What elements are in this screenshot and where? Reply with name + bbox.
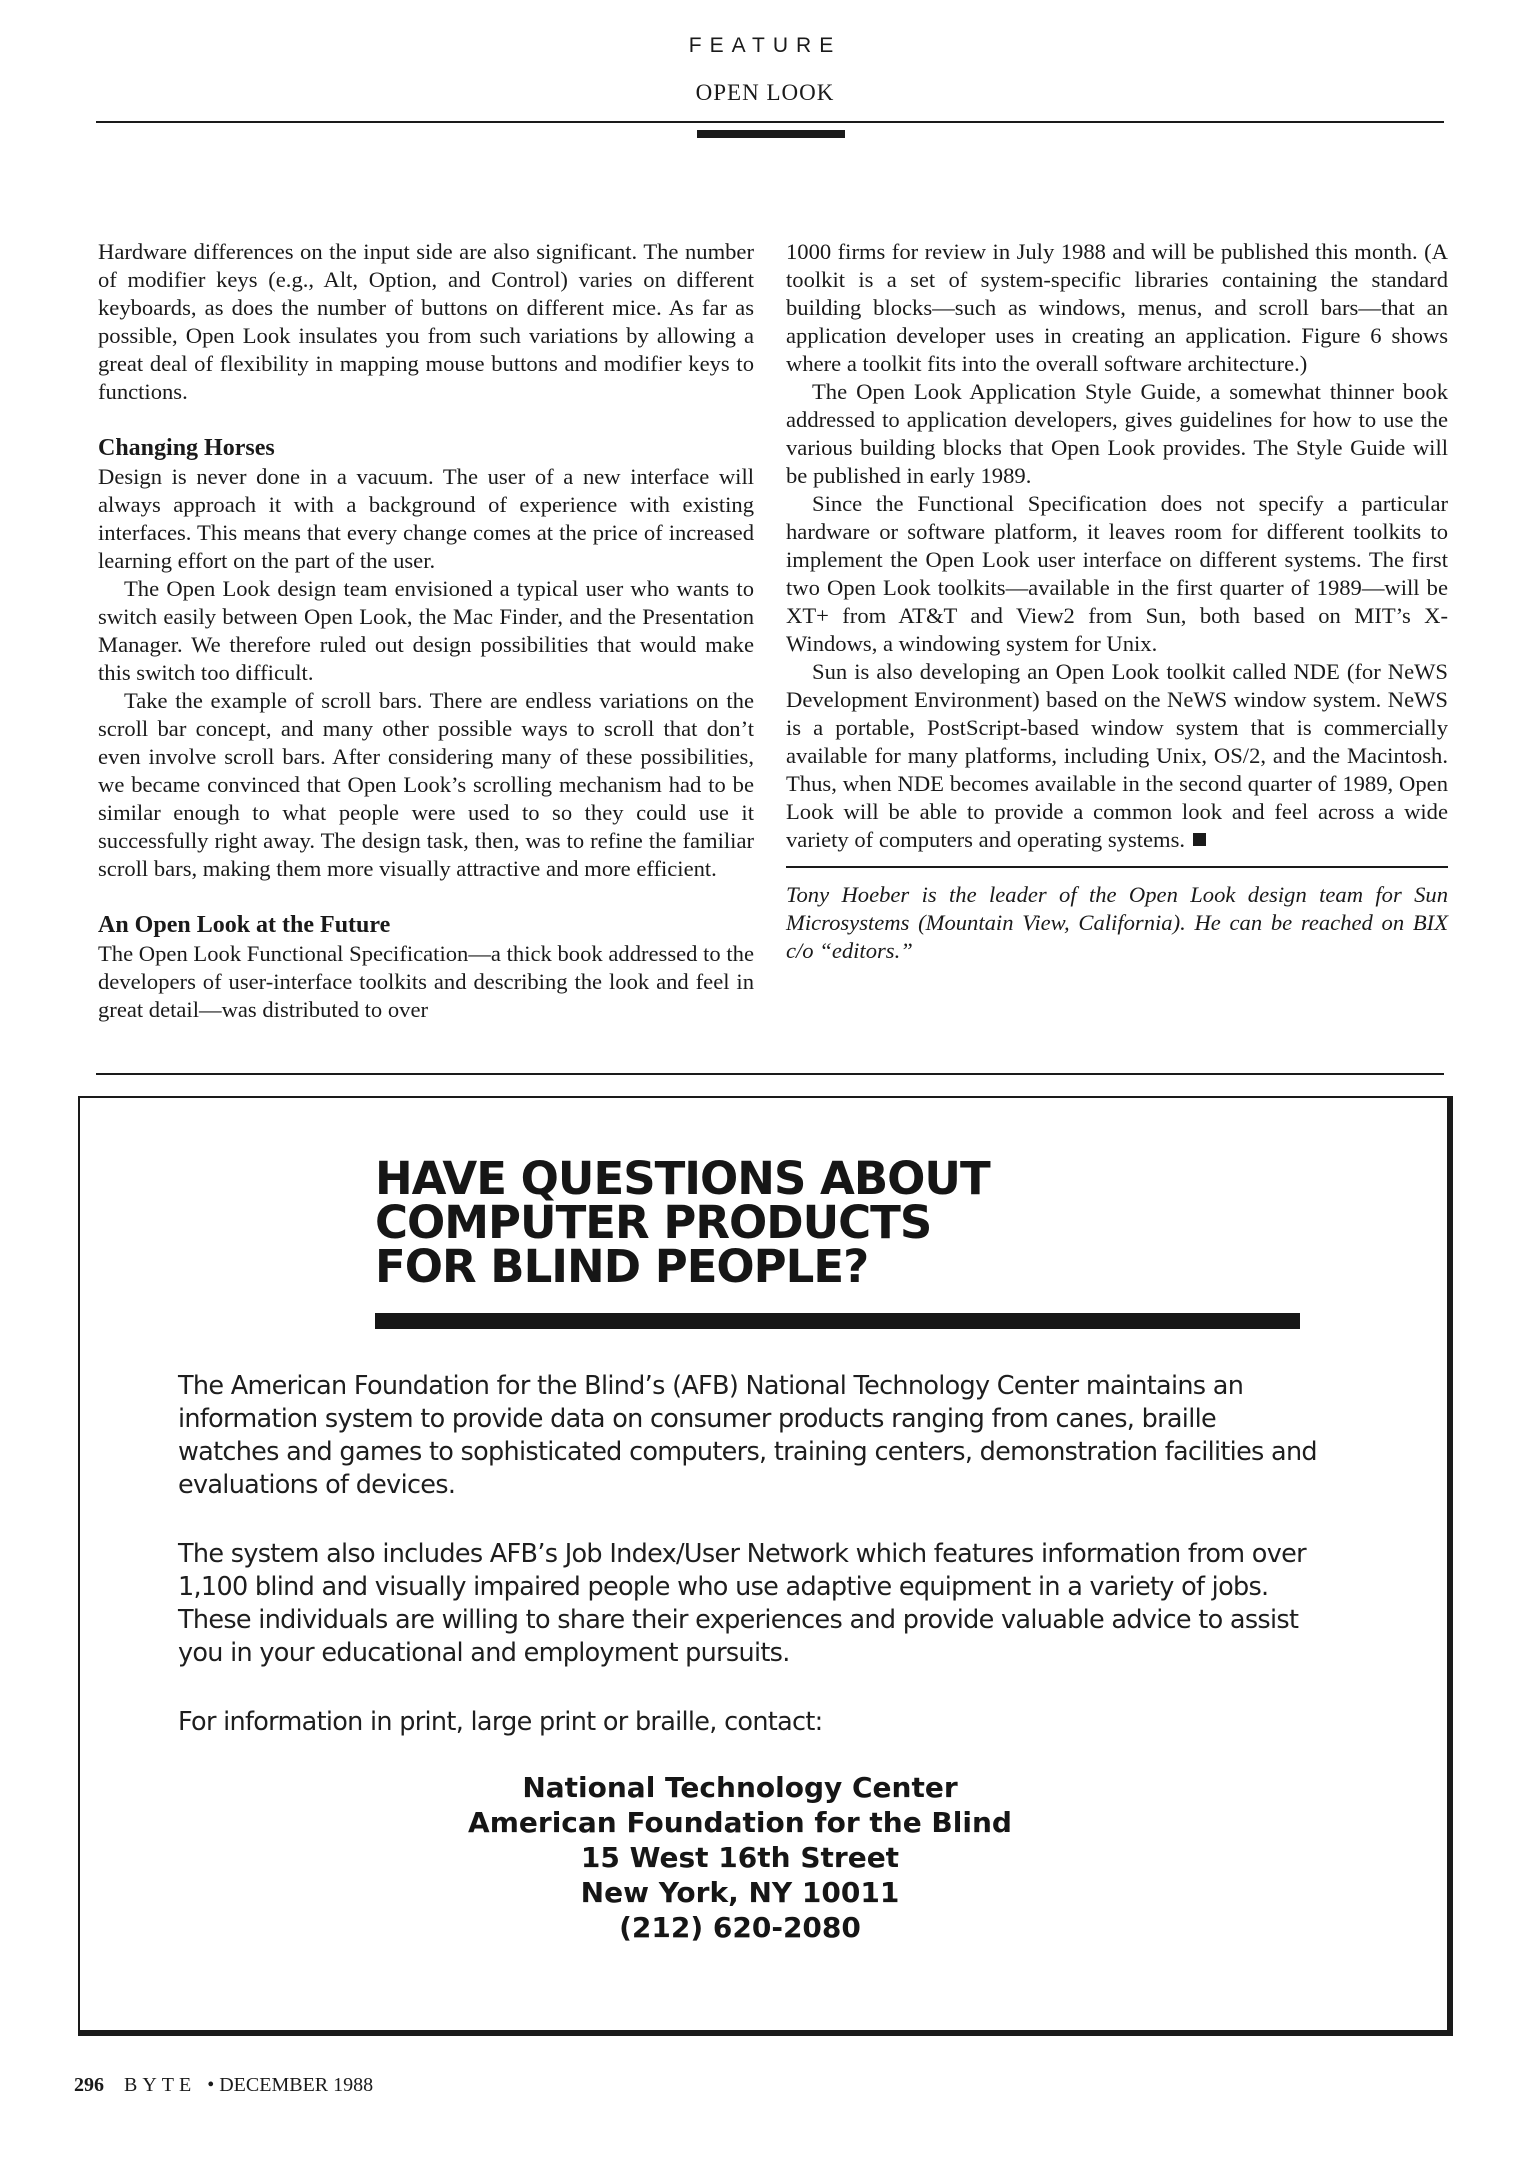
article-end-rule: [96, 1073, 1444, 1075]
page-number: 296: [74, 2074, 104, 2096]
footer-separator: •: [207, 2074, 215, 2096]
article-paragraph: The Open Look design team envisioned a typical user who wants to switch easily between Open Look, the Mac Finder, and the Presentation Manager. We therefore ruled out design possibilities that would make this switch too difficult.: [98, 576, 754, 685]
contact-line: New York, NY 10011: [580, 1876, 900, 1909]
header-accent-bar: [697, 130, 845, 138]
section-title: OPEN LOOK: [695, 80, 835, 105]
article-column-left: [98, 238, 754, 1024]
ad-headline-line: COMPUTER PRODUCTS: [375, 1196, 932, 1249]
author-bio: Tony Hoeber is the leader of the Open Look design team for Sun Microsystems (Mountain View, California). He can be reached on BIX c/o “editors.”: [786, 882, 1448, 963]
article-paragraph: The Open Look Application Style Guide, a somewhat thinner book addressed to application developers, gives guidelines for how to use the various building blocks that Open Look provides. The Style Guide will be published in early 1989.: [786, 379, 1448, 488]
contact-line: National Technology Center: [522, 1771, 958, 1804]
ad-divider-bar: [375, 1313, 1300, 1329]
article-paragraph: Since the Functional Specification does not specify a particular hardware or software platform, it leaves room for different toolkits to implement the Open Look user interface on different systems. The first two Open Look toolkits—available in the first quarter of 1989—will be XT+ from AT&T and View2 from Sun, both based on MIT’s X-Windows, a windowing system for Unix.: [786, 491, 1448, 656]
ad-paragraph: The American Foundation for the Blind’s (AFB) National Technology Center maintains an information system to provide data on consumer products ranging from canes, braille watches and games to sophisticated computers, training centers, demonstration facilities and evaluations of devices.: [178, 1371, 1317, 1500]
article-paragraph-last: [786, 658, 1448, 854]
issue-date: DECEMBER 1988: [219, 2074, 374, 2096]
end-mark-square-icon: [1193, 833, 1206, 846]
page-footer: [74, 2074, 373, 2097]
ad-paragraph: The system also includes AFB’s Job Index/User Network which features information from over 1,100 blind and visually impaired people who use adaptive equipment in a variety of jobs. These individuals are willing to share their experiences and provide valuable advice to assist you in your educational and employment pursuits.: [178, 1539, 1306, 1668]
ad-headline-line: HAVE QUESTIONS ABOUT: [375, 1152, 990, 1205]
ad-contact-block: [260, 1770, 1220, 1945]
article-subheading: An Open Look at the Future: [98, 912, 391, 938]
ad-headline: [375, 1152, 1135, 1293]
article-paragraph-text: Sun is also developing an Open Look toolkit called NDE (for NeWS Development Environment) based on the NeWS window system. NeWS is a portable, PostScript-based window system that is commercially available for many platforms, including Unix, OS/2, and the Macintosh. Thus, when NDE becomes available in the second quarter of 1989, Open Look will be able to provide a common look and feel across a wide variety of computers and operating systems.: [786, 659, 1448, 852]
ad-headline-line: FOR BLIND PEOPLE?: [375, 1240, 869, 1293]
header-rule: [96, 121, 1444, 123]
ad-paragraph: For information in print, large print or braille, contact:: [178, 1707, 823, 1737]
article-column-right: [786, 238, 1448, 965]
contact-line: American Foundation for the Blind: [468, 1806, 1012, 1839]
contact-phone: (212) 620-2080: [619, 1911, 861, 1944]
article-subheading: Changing Horses: [98, 435, 275, 461]
article-paragraph: The Open Look Functional Specification—a thick book addressed to the developers of user-interface toolkits and describing the look and feel in great detail—was distributed to over: [98, 941, 754, 1022]
article-paragraph: Take the example of scroll bars. There are endless variations on the scroll bar concept, and many other possible ways to scroll that don’t even involve scroll bars. After considering many of these possibilities, we became convinced that Open Look’s scrolling mechanism had to be similar enough to what people were used to so they could use it successfully right away. The design task, then, was to refine the familiar scroll bars, making them more visually attractive and more efficient.: [98, 688, 754, 881]
article-paragraph: Design is never done in a vacuum. The user of a new interface will always approach it with a background of experience with existing interfaces. This means that every change comes at the price of increased learning effort on the part of the user.: [98, 464, 754, 573]
bio-rule: [786, 866, 1448, 868]
contact-line: 15 West 16th Street: [580, 1841, 900, 1874]
article-paragraph: Hardware differences on the input side are also significant. The number of modifier keys (e.g., Alt, Option, and Control) varies on different keyboards, as does the number of buttons on different mice. As far as possible, Open Look insulates you from such variations by allowing a great deal of flexibility in mapping mouse buttons and modifier keys to functions.: [98, 239, 754, 404]
section-kicker: FEATURE: [688, 34, 842, 57]
article-paragraph: 1000 firms for review in July 1988 and will be published this month. (A toolkit is a set of system-specific libraries containing the standard building blocks—such as windows, menus, and scroll bars—that an application developer uses in creating an application. Figure 6 shows where a toolkit fits into the overall software architecture.): [786, 239, 1448, 376]
magazine-name: BYTE: [124, 2074, 197, 2096]
